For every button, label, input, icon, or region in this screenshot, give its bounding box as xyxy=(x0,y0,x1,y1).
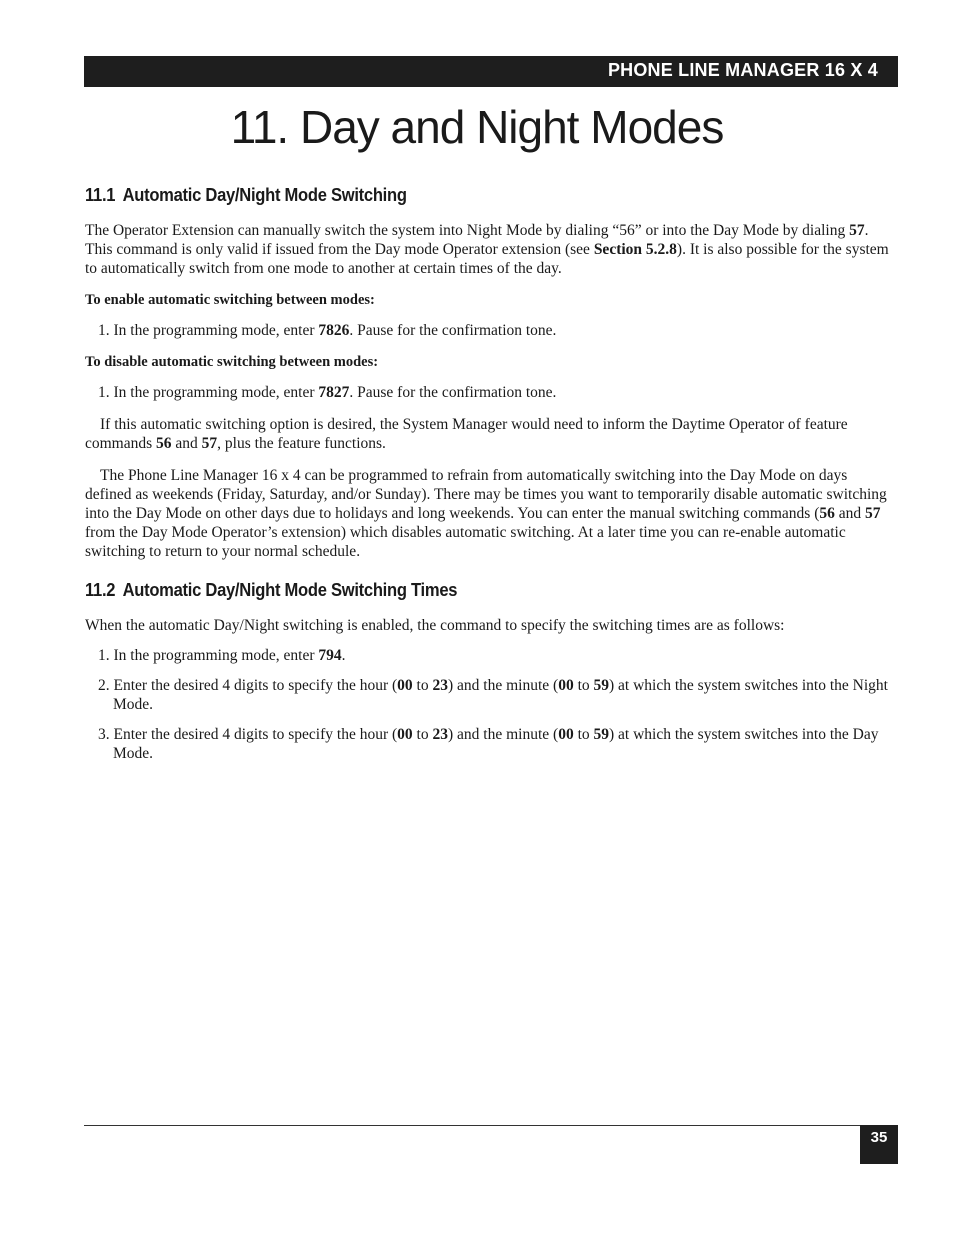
footer-rule xyxy=(84,1125,898,1126)
text-run: The Operator Extension can manually switch the system into Night Mode by dialing “56” or into the Day Mode by dialing xyxy=(85,222,850,239)
disable-step xyxy=(85,383,891,402)
bold-run: 57 xyxy=(865,505,881,522)
text-run: . Pause for the confirmation tone. xyxy=(349,384,557,401)
text-run: to xyxy=(412,726,433,743)
page-number: 35 xyxy=(860,1125,898,1164)
bold-run: 57 xyxy=(849,222,865,239)
bold-run: 59 xyxy=(593,726,609,743)
text-run: 1. In the programming mode, enter xyxy=(98,384,319,401)
text-run: . xyxy=(341,647,346,664)
section-number: 11.2 xyxy=(85,580,116,600)
text-run: from the Day Mode Operator’s extension) which disables automatic switching. At a later time you can re-enable automatic switching to return to your normal schedule. xyxy=(85,524,846,560)
bold-run: 794 xyxy=(318,647,342,664)
bold-run: 57 xyxy=(201,435,218,452)
operator-info-paragraph xyxy=(85,415,891,453)
text-run: to xyxy=(412,677,433,694)
bold-run: 00 xyxy=(397,677,413,694)
text-run: ) and the minute ( xyxy=(447,726,559,743)
text-run: If this automatic switching option is desired, the System Manager would need to inform the Daytime Operator of feature commands xyxy=(85,416,848,452)
bold-run: 23 xyxy=(432,677,448,694)
section-heading-11-1 xyxy=(85,186,827,205)
enable-heading: To enable automatic switching between modes: xyxy=(85,292,375,308)
bold-run: 56 xyxy=(819,505,835,522)
text-run: ). It is also possible for the system to automatically switch from one mode to another at certain times of the day. xyxy=(85,241,889,277)
bold-run: 56 xyxy=(156,435,172,452)
text-run: and xyxy=(171,435,202,452)
enable-step xyxy=(85,321,891,340)
header-title: PHONE LINE MANAGER 16 X 4 xyxy=(607,60,878,80)
text-run: , plus the feature functions. xyxy=(217,435,386,452)
text-run: 2. Enter the desired 4 digits to specify the hour ( xyxy=(98,677,398,694)
page-content xyxy=(85,186,891,763)
weekend-paragraph xyxy=(85,466,891,561)
bold-run: 59 xyxy=(593,677,609,694)
bold-run: Section 5.2.8 xyxy=(593,241,677,258)
bold-run: 00 xyxy=(558,726,574,743)
switching-step-1 xyxy=(85,646,891,665)
text-run: The Phone Line Manager 16 x 4 can be programmed to refrain from automatically switching into the Day Mode on days defined as weekends (Friday, Saturday, and/or Sunday). There may be times you want to temporarily disable automatic switching into the Day Mode on other days due to holidays and long weekends. You can enter the manual switching commands ( xyxy=(85,467,887,522)
section-title: Automatic Day/Night Mode Switching Times xyxy=(122,580,458,600)
text-run: ) at which the system switches into the Night Mode. xyxy=(113,677,888,713)
switching-step-2 xyxy=(85,676,891,714)
section-title: Automatic Day/Night Mode Switching xyxy=(122,185,407,205)
intro-paragraph xyxy=(85,221,891,278)
text-run: ) at which the system switches into the Day Mode. xyxy=(113,726,879,762)
text-run: . This command is only valid if issued from the Day mode Operator extension (see xyxy=(85,222,869,258)
text-run: . Pause for the confirmation tone. xyxy=(349,322,557,339)
text-run: 1. In the programming mode, enter xyxy=(98,322,319,339)
section-heading-11-2 xyxy=(85,581,827,600)
bold-run: 00 xyxy=(558,677,574,694)
bold-run: 23 xyxy=(432,726,448,743)
text-run: 1. In the programming mode, enter xyxy=(98,647,319,664)
switching-times-intro: When the automatic Day/Night switching is enabled, the command to specify the switching times are as follows: xyxy=(85,617,785,634)
switching-step-3 xyxy=(85,725,891,763)
text-run: 3. Enter the desired 4 digits to specify the hour ( xyxy=(98,726,398,743)
text-run: to xyxy=(573,726,594,743)
bold-run: 7827 xyxy=(318,384,350,401)
section-number: 11.1 xyxy=(85,185,116,205)
text-run: to xyxy=(573,677,594,694)
header-bar xyxy=(84,56,898,87)
text-run: and xyxy=(834,505,866,522)
bold-run: 7826 xyxy=(318,322,350,339)
chapter-title: 11. Day and Night Modes xyxy=(230,101,724,153)
bold-run: 00 xyxy=(397,726,413,743)
disable-heading: To disable automatic switching between modes: xyxy=(85,354,379,370)
text-run: ) and the minute ( xyxy=(447,677,559,694)
